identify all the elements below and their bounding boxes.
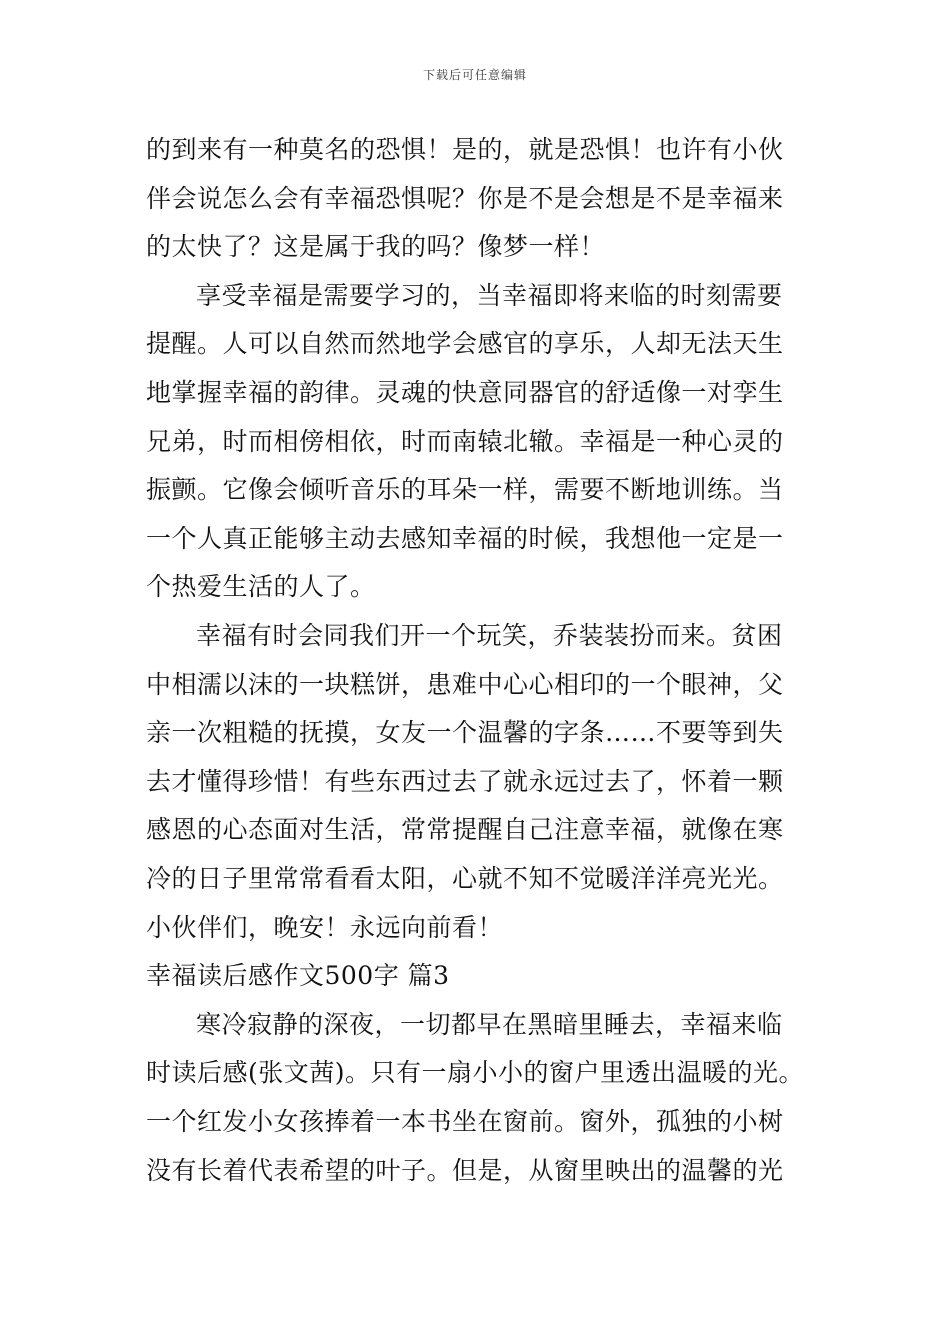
text-line: 振颤。它像会倾听音乐的耳朵一样，需要不断地训练。当 [146, 475, 784, 504]
text-line: 没有长着代表希望的叶子。但是，从窗里映出的温馨的光 [146, 1156, 784, 1185]
text-line: 时读后感(张文茜)。只有一扇小小的窗户里透出温暖的光。 [146, 1058, 805, 1087]
text-line: 一个红发小女孩捧着一本书坐在窗前。窗外，孤独的小树 [146, 1107, 784, 1136]
text-line: 去才懂得珍惜！有些东西过去了就永远过去了，怀着一颗 [146, 767, 784, 796]
text-line: 享受幸福是需要学习的，当幸福即将来临的时刻需要 [196, 281, 783, 310]
text-line: 感恩的心态面对生活，常常提醒自己注意幸福，就像在寒 [146, 815, 784, 844]
text-line: 中相濡以沫的一块糕饼，患难中心心相印的一个眼神，父 [146, 670, 784, 699]
text-line: 幸福有时会同我们开一个玩笑，乔装装扮而来。贫困 [196, 621, 783, 650]
text-line: 一个人真正能够主动去感知幸福的时候，我想他一定是一 [146, 524, 784, 553]
text-line: 的到来有一种莫名的恐惧！是的，就是恐惧！也许有小伙 [146, 135, 784, 164]
page-header: 下载后可任意编辑 [422, 68, 527, 82]
text-line: 亲一次粗糙的抚摸，女友一个温馨的字条……不要等到失 [146, 718, 784, 747]
text-line: 伴会说怎么会有幸福恐惧呢？你是不是会想是不是幸福来 [146, 184, 784, 213]
text-line: 提醒。人可以自然而然地学会感官的享乐，人却无法天生 [146, 329, 784, 358]
text-line: 寒冷寂静的深夜，一切都早在黑暗里睡去，幸福来临 [196, 1010, 783, 1039]
text-line: 小伙伴们，晚安！永远向前看！ [146, 913, 504, 942]
text-line: 兄弟，时而相傍相依，时而南辕北辙。幸福是一种心灵的 [146, 427, 784, 456]
text-line: 地掌握幸福的韵律。灵魂的快意同器官的舒适像一对孪生 [146, 378, 784, 407]
text-line: 个热爱生活的人了。 [146, 572, 376, 601]
text-line: 的太快了？这是属于我的吗？像梦一样！ [146, 232, 606, 261]
text-line: 冷的日子里常常看看太阳，心就不知不觉暖洋洋亮光光。 [146, 864, 784, 893]
section-heading: 幸福读后感作文500字 篇3 [146, 961, 450, 990]
